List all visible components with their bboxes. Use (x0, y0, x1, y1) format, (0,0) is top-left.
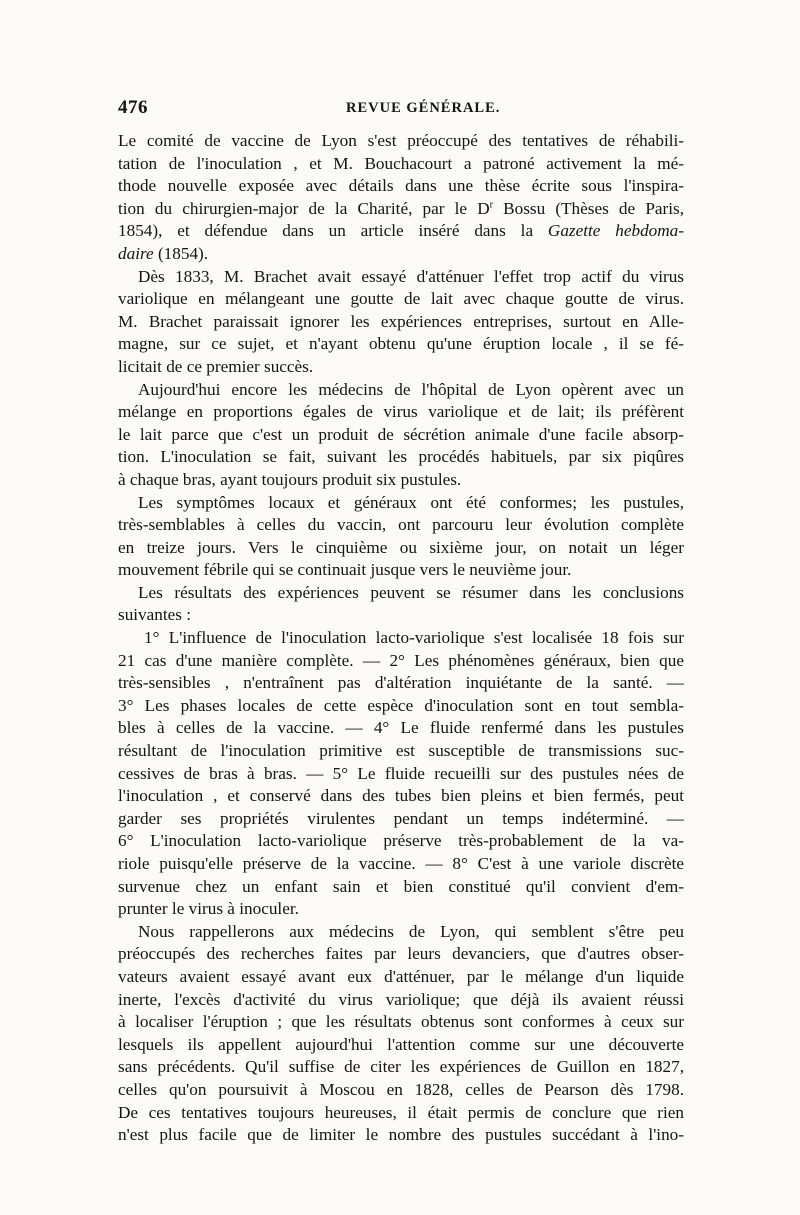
text-line: 21 cas d'une manière complète. — 2° Les phénomènes généraux, bien que (118, 650, 684, 670)
paragraph (118, 379, 684, 492)
text-line: à localiser l'éruption ; que les résultats obtenus sont conformes à ceux sur (118, 1012, 684, 1032)
text-line: Le comité de vaccine de Lyon s'est préoccupé des tentatives de réhabili- (118, 131, 684, 150)
italic-title: daire (118, 243, 154, 263)
superscript: r (489, 199, 493, 211)
text-segment: 1854), et défendue dans un article inséré dans la (118, 221, 548, 241)
text-line: Les résultats des expériences peuvent se résumer dans les conclusions (138, 582, 684, 602)
text-line: 3° Les phases locales de cette espèce d'inoculation sont en tout sembla- (118, 695, 684, 715)
text-line: en treize jours. Vers le cinquième ou sixième jour, on notait un léger (118, 537, 684, 557)
text-segment: (1854). (153, 243, 209, 263)
body-text (118, 130, 684, 1147)
text-line: 1° L'influence de l'inoculation lacto-variolique s'est localisée 18 fois sur (144, 628, 684, 648)
paragraph (118, 921, 684, 1147)
text-line: préoccupés des recherches faites par leurs devanciers, que d'autres obser- (118, 944, 684, 964)
italic-title: Gazette hebdoma- (547, 221, 684, 241)
text-line: variolique en mélangeant une goutte de lait avec chaque goutte de virus. (118, 289, 684, 309)
running-head: REVUE GÉNÉRALE. (346, 100, 501, 116)
text-line: licitait de ce premier succès. (118, 356, 314, 376)
paragraph (118, 492, 684, 582)
text-line: l'inoculation , et conservé dans des tubes bien pleins et bien fermés, peut (118, 786, 684, 806)
text-line: suivantes : (118, 605, 192, 625)
text-line: mouvement fébrile qui se continuait jusque vers le neuvième jour. (118, 560, 572, 580)
text-line: vateurs avaient essayé avant eux d'atténuer, par le mélange d'un liquide (118, 966, 684, 986)
paragraph (118, 582, 684, 627)
paragraph (118, 130, 684, 266)
text-line: riole puisqu'elle préserve de la vaccine. — 8° C'est à une variole discrète (118, 854, 684, 873)
text-line: n'est plus facile que de limiter le nombre des pustules succédant à l'ino- (118, 1125, 684, 1145)
text-line: survenue chez un enfant sain et bien constitué qu'il convient d'em- (118, 876, 684, 896)
text-line: Les symptômes locaux et généraux ont été conformes; les pustules, (138, 492, 684, 512)
text-line: prunter le virus à inoculer. (118, 899, 299, 919)
paragraph (118, 266, 684, 379)
text-segment: Bossu (Thèses de Paris, (492, 198, 684, 218)
text-line: tation de l'inoculation , et M. Bouchacourt a patroné activement la mé- (118, 153, 684, 173)
text-line: Aujourd'hui encore les médecins de l'hôpital de Lyon opèrent avec un (138, 379, 684, 399)
text-line: garder ses propriétés virulentes pendant un temps indéterminé. — (118, 808, 684, 828)
text-line: résultant de l'inoculation primitive est susceptible de transmissions suc- (118, 741, 684, 761)
text-line: lesquels ils appellent aujourd'hui l'attention comme sur une découverte (118, 1034, 684, 1054)
text-line: bles à celles de la vaccine. — 4° Le fluide renfermé dans les pustules (118, 718, 684, 738)
text-line: inerte, l'excès d'activité du virus variolique; que déjà ils avaient réussi (118, 989, 684, 1009)
text-line: thode nouvelle exposée avec détails dans une thèse écrite sous l'inspira- (118, 176, 684, 196)
text-line: Dès 1833, M. Brachet avait essayé d'atténuer l'effet trop actif du virus (138, 266, 684, 286)
text-line (118, 198, 684, 221)
text-line: Nous rappellerons aux médecins de Lyon, qui semblent s'être peu (138, 921, 684, 941)
text-line (118, 220, 684, 243)
page-number: 476 (118, 97, 148, 118)
text-line: à chaque bras, ayant toujours produit six pustules. (118, 469, 462, 489)
text-line: mélange en proportions égales de virus variolique et de lait; ils préfèrent (118, 402, 684, 422)
text-line: cessives de bras à bras. — 5° Le fluide recueilli sur des pustules nées de (118, 763, 684, 783)
text-line: M. Brachet paraissait ignorer les expériences entreprises, surtout en Alle- (118, 311, 684, 331)
text-line: le lait parce que c'est un produit de sécrétion animale d'une facile absorp- (118, 424, 684, 444)
text-line: sans précédents. Qu'il suffise de citer les expériences de Guillon en 1827, (118, 1057, 684, 1077)
text-line: magne, sur ce sujet, et n'ayant obtenu qu'une éruption locale , il se fé- (118, 334, 684, 354)
text-line: très-semblables à celles du vaccin, ont parcouru leur évolution complète (118, 515, 684, 535)
text-line: De ces tentatives toujours heureuses, il était permis de conclure que rien (118, 1102, 684, 1122)
text-segment: tion du chirurgien-major de la Charité, par le D (118, 198, 490, 218)
text-line: celles qu'on poursuivit à Moscou en 1828, celles de Pearson dès 1798. (118, 1079, 684, 1099)
text-line: tion. L'inoculation se fait, suivant les procédés habituels, par six piqûres (118, 447, 684, 467)
text-line (118, 243, 684, 266)
text-line: très-sensibles , n'entraînent pas d'altération inquiétante de la santé. — (118, 673, 684, 693)
text-line: 6° L'inoculation lacto-variolique préserve très-probablement de la va- (118, 831, 684, 851)
paragraph (118, 627, 684, 921)
page-header (118, 97, 684, 123)
